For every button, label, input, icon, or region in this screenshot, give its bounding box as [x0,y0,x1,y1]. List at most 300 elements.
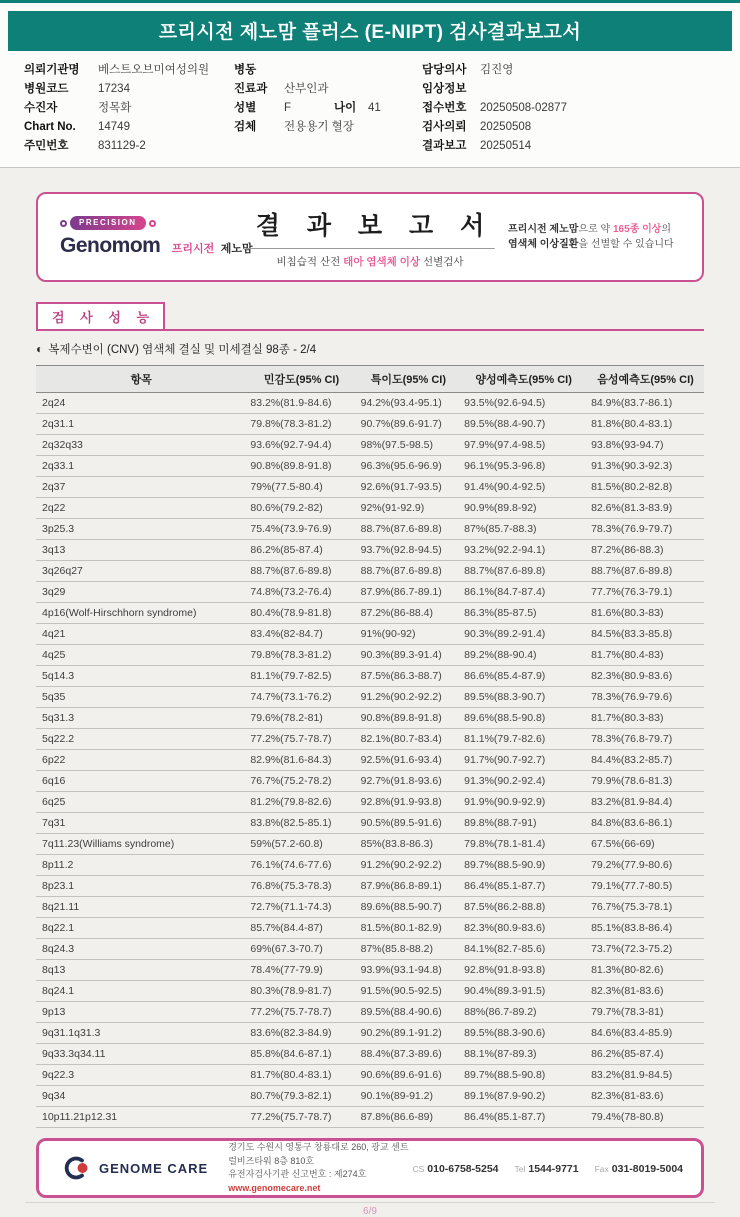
field-value: 베스트오브미여성의원 [98,64,210,76]
value-cell: 87.9%(86.8-89.1) [357,876,461,897]
table-row [36,1107,704,1128]
table-row [36,582,704,603]
col-header-specificity: 특이도(95% CI) [357,366,461,393]
value-cell: 90.2%(89.1-91.2) [357,1023,461,1044]
value-cell: 88.4%(87.3-89.6) [357,1044,461,1065]
field-value: 41 [368,102,381,114]
value-cell: 81.2%(79.8-82.6) [246,792,356,813]
field-value: 14749 [98,121,130,133]
field-label: 의뢰기관명 [24,64,80,76]
section-title: 검 사 성 능 [36,302,165,329]
value-cell: 87.9%(86.7-89.1) [357,582,461,603]
value-cell: 89.2%(88-90.4) [460,645,587,666]
table-row [36,897,704,918]
item-cell: 8q24.3 [36,939,246,960]
table-row [36,960,704,981]
item-cell: 3q13 [36,540,246,561]
item-cell: 3q29 [36,582,246,603]
field-label: 주민번호 [24,140,69,152]
col-header-sensitivity: 민감도(95% CI) [246,366,356,393]
page-header-section [0,0,740,168]
value-cell: 69%(67.3-70.7) [246,939,356,960]
value-cell: 91.3%(90.3-92.3) [587,456,704,477]
value-cell: 90.3%(89.3-91.4) [357,645,461,666]
value-cell: 88.7%(87.6-89.8) [587,561,704,582]
brand-subtitle-pink: 프리시전 [171,243,215,255]
field-value: 정목화 [98,102,132,114]
patient-info-row [24,119,234,136]
item-cell: 8q22.1 [36,918,246,939]
value-cell: 91.3%(90.2-92.4) [460,771,587,792]
value-cell: 91.4%(90.4-92.5) [460,477,587,498]
col-header-npv: 음성예측도(95% CI) [587,366,704,393]
value-cell: 91%(90-92) [357,624,461,645]
value-cell: 92.8%(91.9-93.8) [357,792,461,813]
value-cell: 93.9%(93.1-94.8) [357,960,461,981]
value-cell: 90.1%(89-91.2) [357,1086,461,1107]
value-cell: 89.5%(88.4-90.7) [460,414,587,435]
col-header-item: 항목 [36,366,246,393]
field-value: 20250508 [480,121,532,133]
value-cell: 88.7%(87.6-89.8) [357,561,461,582]
address-line-1: 경기도 수원시 영통구 창룡대로 260, 광교 센트럴비즈타워 8층 810호 [228,1142,409,1166]
table-row [36,393,704,414]
value-cell: 76.8%(75.3-78.3) [246,876,356,897]
value-cell: 86.4%(85.1-87.7) [460,876,587,897]
value-cell: 89.5%(88.3-90.6) [460,1023,587,1044]
value-cell: 77.2%(75.7-78.7) [246,1107,356,1128]
patient-info-col1 [24,60,234,157]
value-cell: 87.2%(86-88.3) [587,540,704,561]
table-row [36,477,704,498]
badge-dot-icon [149,220,156,227]
table-row [36,561,704,582]
brand-name: Genomom [60,234,161,257]
table-row [36,813,704,834]
item-cell: 6q25 [36,792,246,813]
patient-info-row [422,100,730,117]
field-label: 진료과 [234,83,268,95]
field-label: 수진자 [24,102,58,114]
field-value: 전용용기 혈장 [284,121,354,133]
value-cell: 81.1%(79.7-82.6) [460,729,587,750]
value-cell: 90.8%(89.8-91.8) [246,456,356,477]
value-cell: 80.3%(78.9-81.7) [246,981,356,1002]
table-row [36,729,704,750]
item-cell: 4q21 [36,624,246,645]
value-cell: 79.6%(78.2-81) [246,708,356,729]
table-row [36,792,704,813]
value-cell: 93.2%(92.2-94.1) [460,540,587,561]
value-cell: 87.8%(86.6-89) [357,1107,461,1128]
table-row [36,645,704,666]
value-cell: 90.5%(89.5-91.6) [357,813,461,834]
col-header-ppv: 양성예측도(95% CI) [460,366,587,393]
value-cell: 82.3%(81-83.6) [587,981,704,1002]
value-cell: 84.4%(83.2-85.7) [587,750,704,771]
value-cell: 81.6%(80.3-83) [587,603,704,624]
field-label: 검체 [234,121,257,133]
report-subtitle [246,254,495,269]
value-cell: 75.4%(73.9-76.9) [246,519,356,540]
brand-line [60,234,253,258]
half-circle-icon: ◐ [36,342,44,356]
caption-text: 복제수변이 (CNV) 염색체 결실 및 미세결실 98종 - 2/4 [48,344,317,356]
genomecare-logo-icon [57,1154,93,1182]
item-cell: 8q24.1 [36,981,246,1002]
item-cell: 5q35 [36,687,246,708]
value-cell: 79.7%(78.3-81) [587,1002,704,1023]
value-cell: 90.6%(89.6-91.6) [357,1065,461,1086]
value-cell: 81.5%(80.1-82.9) [357,918,461,939]
item-cell: 9q31.1q31.3 [36,1023,246,1044]
item-cell: 8p23.1 [36,876,246,897]
item-cell: 2q24 [36,393,246,414]
value-cell: 84.9%(83.7-86.1) [587,393,704,414]
table-row [36,435,704,456]
patient-info-row [422,62,730,79]
patient-info-row [422,119,730,136]
item-cell: 2q33.1 [36,456,246,477]
value-cell: 77.2%(75.7-78.7) [246,729,356,750]
item-cell: 6q16 [36,771,246,792]
patient-info-col3 [422,60,730,157]
value-cell: 86.1%(84.7-87.4) [460,582,587,603]
value-cell: 88%(86.7-89.2) [460,1002,587,1023]
field-value: 20250508-02877 [480,102,567,114]
patient-info-row [24,138,234,155]
table-row [36,1044,704,1065]
tel-number: 1544-9771 [528,1163,579,1175]
value-cell: 81.5%(80.2-82.8) [587,477,704,498]
value-cell: 89.7%(88.5-90.9) [460,855,587,876]
patient-info-row [234,62,422,79]
patient-info-row [422,138,730,155]
section-header [36,302,704,331]
cs-label: CS [412,1164,425,1174]
table-row [36,624,704,645]
report-title: 결 과 보 고 서 [246,206,495,249]
value-cell: 76.7%(75.2-78.2) [246,771,356,792]
value-cell: 79.1%(77.7-80.5) [587,876,704,897]
value-cell: 82.9%(81.6-84.3) [246,750,356,771]
footer-address [228,1141,412,1195]
tel-label: Tel [514,1164,526,1174]
website-link[interactable]: www.genomecare.net [228,1182,321,1193]
table-row [36,1065,704,1086]
value-cell: 86.2%(85-87.4) [246,540,356,561]
fax-contact [595,1159,683,1177]
value-cell: 89.1%(87.9-90.2) [460,1086,587,1107]
value-cell: 89.6%(88.5-90.8) [460,708,587,729]
value-cell: 79.8%(78.3-81.2) [246,645,356,666]
value-cell: 97.9%(97.4-98.5) [460,435,587,456]
field-label: 결과보고 [422,140,467,152]
performance-table [36,365,704,1128]
field-value: 20250514 [480,140,532,152]
note-bold-2: 염색체 이상질환 [508,239,579,250]
value-cell: 88.1%(87-89.3) [460,1044,587,1065]
value-cell: 89.5%(88.3-90.7) [460,687,587,708]
address-line-2: 유전자검사기관 신고번호 : 제274호 [228,1169,367,1179]
item-cell: 5q22.2 [36,729,246,750]
value-cell: 76.1%(74.6-77.6) [246,855,356,876]
fax-number: 031-8019-5004 [611,1163,683,1175]
value-cell: 67.5%(66-69) [587,834,704,855]
table-row [36,540,704,561]
value-cell: 89.7%(88.5-90.8) [460,1065,587,1086]
value-cell: 91.2%(90.2-92.2) [357,855,461,876]
value-cell: 88.7%(87.6-89.8) [246,561,356,582]
value-cell: 85%(83.8-86.3) [357,834,461,855]
item-cell: 8q21.11 [36,897,246,918]
value-cell: 89.5%(88.4-90.6) [357,1002,461,1023]
patient-info-row [24,62,234,79]
value-cell: 91.2%(90.2-92.2) [357,687,461,708]
value-cell: 73.7%(72.3-75.2) [587,939,704,960]
value-cell: 84.5%(83.3-85.8) [587,624,704,645]
value-cell: 79.4%(78-80.8) [587,1107,704,1128]
table-row [36,603,704,624]
fax-label: Fax [594,1164,609,1174]
page-number: 6/9 [363,1206,377,1217]
item-cell: 10p11.21p12.31 [36,1107,246,1128]
subtitle-prefix: 비침습적 산전 [276,255,344,268]
value-cell: 81.1%(79.7-82.5) [246,666,356,687]
value-cell: 90.7%(89.6-91.7) [357,414,461,435]
genomom-logo [60,216,253,258]
table-row [36,519,704,540]
table-row [36,981,704,1002]
item-cell: 2q32q33 [36,435,246,456]
field-label: 임상정보 [422,83,467,95]
value-cell: 82.6%(81.3-83.9) [587,498,704,519]
bottom-divider [25,1202,715,1203]
value-cell: 81.8%(80.4-83.1) [587,414,704,435]
field-value: 17234 [98,83,130,95]
field-label: 검사의뢰 [422,121,467,133]
value-cell: 94.2%(93.4-95.1) [357,393,461,414]
field-value: 김진영 [480,64,514,76]
item-cell: 9p13 [36,1002,246,1023]
item-cell: 2q22 [36,498,246,519]
table-row [36,414,704,435]
value-cell: 82.1%(80.7-83.4) [357,729,461,750]
value-cell: 89.8%(88.7-91) [460,813,587,834]
item-cell: 2q31.1 [36,414,246,435]
value-cell: 74.7%(73.1-76.2) [246,687,356,708]
report-note [508,222,680,253]
note-pink: 165종 이상 [612,223,662,235]
value-cell: 78.3%(76.9-79.7) [587,519,704,540]
value-cell: 93.8%(93-94.7) [587,435,704,456]
value-cell: 82.3%(80.9-83.6) [460,918,587,939]
value-cell: 85.8%(84.6-87.1) [246,1044,356,1065]
item-cell: 8p11.2 [36,855,246,876]
footer-brand-name: GENOME CARE [99,1160,209,1176]
field-value: 산부인과 [284,83,329,95]
patient-info-row [234,100,422,117]
value-cell: 90.3%(89.2-91.4) [460,624,587,645]
table-row [36,750,704,771]
cs-contact [412,1159,498,1177]
value-cell: 98%(97.5-98.5) [357,435,461,456]
value-cell: 86.6%(85.4-87.9) [460,666,587,687]
result-report-banner [36,192,704,282]
field-label: 나이 [334,102,357,114]
value-cell: 87%(85.7-88.3) [460,519,587,540]
value-cell: 77.2%(75.7-78.7) [246,1002,356,1023]
note-end-1: 의 [661,223,672,235]
table-row [36,708,704,729]
table-row [36,1002,704,1023]
footer-contacts [412,1159,683,1177]
value-cell: 72.7%(71.1-74.3) [246,897,356,918]
patient-info-col2 [234,60,422,157]
value-cell: 77.7%(76.3-79.1) [587,582,704,603]
field-label: 담당의사 [422,64,467,76]
field-label: Chart No. [24,121,76,133]
tel-contact [515,1159,579,1177]
table-row [36,855,704,876]
value-cell: 92%(91-92.9) [357,498,461,519]
item-cell: 2q37 [36,477,246,498]
subtitle-suffix: 선별검사 [420,255,464,268]
note-mid-1: 으로 약 [578,223,613,235]
value-cell: 92.7%(91.8-93.6) [357,771,461,792]
value-cell: 90.4%(89.3-91.5) [460,981,587,1002]
value-cell: 83.4%(82-84.7) [246,624,356,645]
value-cell: 91.9%(90.9-92.9) [460,792,587,813]
value-cell: 90.9%(89.8-92) [460,498,587,519]
table-row [36,834,704,855]
value-cell: 91.5%(90.5-92.5) [357,981,461,1002]
value-cell: 80.7%(79.3-82.1) [246,1086,356,1107]
subtitle-highlight: 태아 염색체 이상 [343,255,421,268]
value-cell: 86.4%(85.1-87.7) [460,1107,587,1128]
value-cell: 76.7%(75.3-78.1) [587,897,704,918]
item-cell: 6p22 [36,750,246,771]
value-cell: 87.5%(86.2-88.8) [460,897,587,918]
patient-info-row [422,81,730,98]
value-cell: 81.7%(80.4-83) [587,645,704,666]
value-cell: 86.3%(85-87.5) [460,603,587,624]
patient-info-row [234,81,422,98]
field-label: 병원코드 [24,83,69,95]
table-row [36,1086,704,1107]
table-row [36,1023,704,1044]
item-cell: 5q31.3 [36,708,246,729]
table-caption [36,341,704,357]
value-cell: 86.2%(85-87.4) [587,1044,704,1065]
value-cell: 74.8%(73.2-76.4) [246,582,356,603]
precision-badge-row [60,216,253,230]
value-cell: 79%(77.5-80.4) [246,477,356,498]
precision-badge: PRECISION [70,216,146,230]
value-cell: 92.6%(91.7-93.5) [357,477,461,498]
badge-dot-icon [60,220,67,227]
table-row [36,876,704,897]
field-label: 병동 [234,64,257,76]
value-cell: 91.7%(90.7-92.7) [460,750,587,771]
value-cell: 79.9%(78.6-81.3) [587,771,704,792]
value-cell: 93.6%(92.7-94.4) [246,435,356,456]
field-value: 831129-2 [98,140,146,152]
value-cell: 90.8%(89.8-91.8) [357,708,461,729]
report-content [0,192,740,1217]
value-cell: 81.7%(80.4-83.1) [246,1065,356,1086]
cs-number: 010-6758-5254 [427,1163,499,1175]
field-label: 접수번호 [422,102,467,114]
table-row [36,939,704,960]
value-cell: 83.2%(81.9-84.5) [587,1065,704,1086]
value-cell: 88.7%(87.6-89.8) [460,561,587,582]
item-cell: 3p25.3 [36,519,246,540]
value-cell: 87.5%(86.3-88.7) [357,666,461,687]
value-cell: 87%(85.8-88.2) [357,939,461,960]
value-cell: 80.6%(79.2-82) [246,498,356,519]
value-cell: 80.4%(78.9-81.8) [246,603,356,624]
table-row [36,918,704,939]
top-accent-line [0,0,740,3]
value-cell: 93.7%(92.8-94.5) [357,540,461,561]
footer [36,1138,704,1198]
table-row [36,456,704,477]
item-cell: 8q13 [36,960,246,981]
value-cell: 82.3%(81-83.6) [587,1086,704,1107]
item-cell: 3q26q27 [36,561,246,582]
value-cell: 81.3%(80-82.6) [587,960,704,981]
value-cell: 83.8%(82.5-85.1) [246,813,356,834]
item-cell: 5q14.3 [36,666,246,687]
genomecare-logo [57,1154,208,1182]
item-cell: 7q31 [36,813,246,834]
value-cell: 83.6%(82.3-84.9) [246,1023,356,1044]
brand-subtitle-dark: 제노맘 [220,243,253,255]
value-cell: 89.6%(88.5-90.7) [357,897,461,918]
value-cell: 79.8%(78.3-81.2) [246,414,356,435]
value-cell: 78.3%(76.8-79.7) [587,729,704,750]
item-cell: 4p16(Wolf-Hirschhorn syndrome) [36,603,246,624]
patient-info-row [24,81,234,98]
value-cell: 84.8%(83.6-86.1) [587,813,704,834]
page-title: 프리시전 제노맘 플러스 (E-NIPT) 검사결과보고서 [8,11,732,51]
table-row [36,771,704,792]
table-header-row [36,366,704,393]
table-row [36,687,704,708]
item-cell: 9q33.3q34.11 [36,1044,246,1065]
note-end-2: 을 선별할 수 있습니다 [578,239,674,250]
report-title-block [246,206,495,269]
field-value: F [284,102,292,114]
value-cell: 87.2%(86-88.4) [357,603,461,624]
patient-info-section [0,51,740,161]
performance-table-body [36,393,704,1128]
patient-info-row [234,119,422,136]
value-cell: 79.2%(77.9-80.6) [587,855,704,876]
value-cell: 84.6%(83.4-85.9) [587,1023,704,1044]
value-cell: 96.1%(95.3-96.8) [460,456,587,477]
value-cell: 82.3%(80.9-83.6) [587,666,704,687]
value-cell: 78.4%(77-79.9) [246,960,356,981]
table-row [36,498,704,519]
value-cell: 96.3%(95.6-96.9) [357,456,461,477]
field-label: 성별 [234,102,257,114]
value-cell: 92.8%(91.8-93.8) [460,960,587,981]
item-cell: 4q25 [36,645,246,666]
value-cell: 85.1%(83.8-86.4) [587,918,704,939]
value-cell: 84.1%(82.7-85.6) [460,939,587,960]
